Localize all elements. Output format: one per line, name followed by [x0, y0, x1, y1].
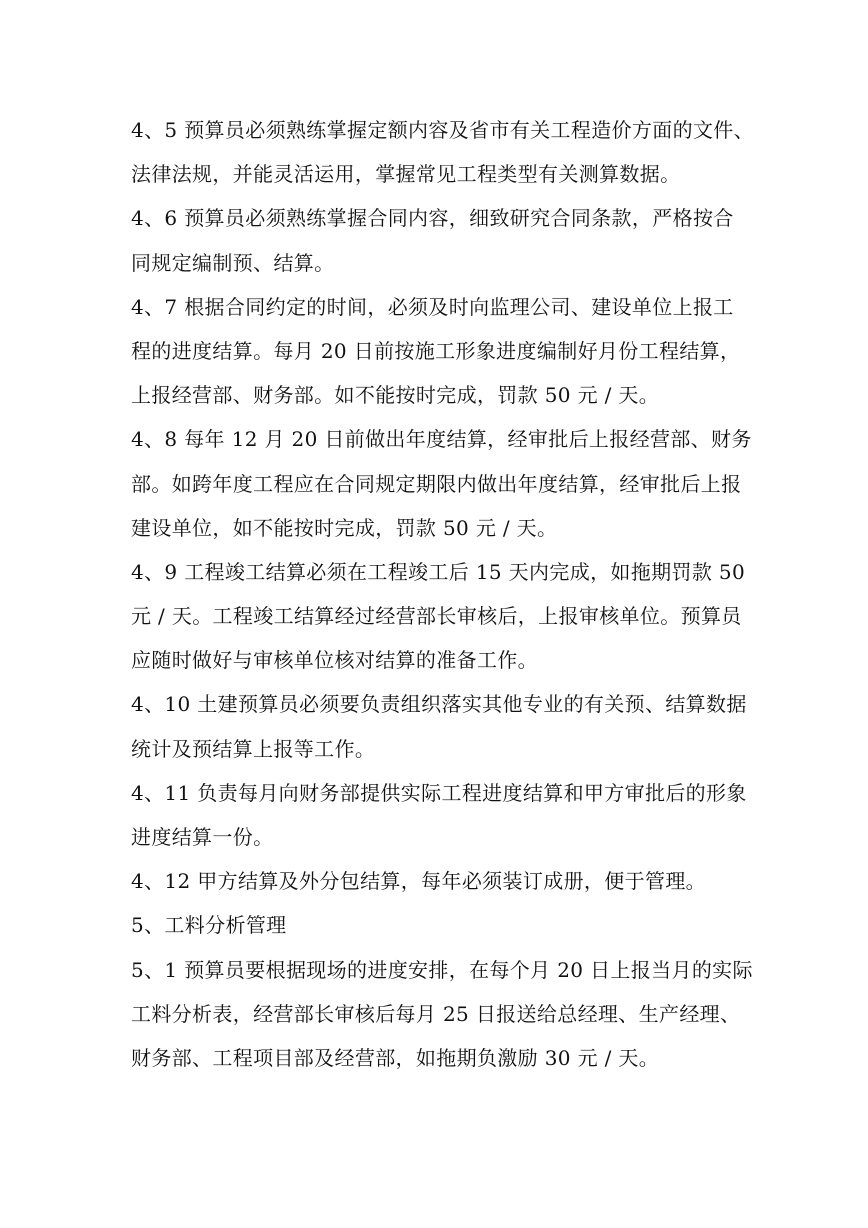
text-line: 应随时做好与审核单位核对结算的准备工作。 [131, 648, 538, 673]
text-line: 5、1 预算员要根据现场的进度安排，在每个月 20 日上报当月的实际 [131, 957, 753, 982]
text-line: 法律法规，并能灵活运用，掌握常见工程类型有关测算数据。 [131, 162, 681, 187]
text-line: 4、9 工程竣工结算必须在工程竣工后 15 天内完成，如拖期罚款 50 [131, 559, 746, 584]
text-line: 4、11 负责每月向财务部提供实际工程进度结算和甲方审批后的形象 [131, 780, 747, 805]
text-line: 财务部、工程项目部及经营部，如拖期负激励 30 元 / 天。 [131, 1045, 660, 1070]
text-line: 4、8 每年 12 月 20 日前做出年度结算，经审批后上报经营部、财务 [131, 427, 752, 452]
text-line: 部。如跨年度工程应在合同规定期限内做出年度结算，经审批后上报 [131, 471, 742, 496]
text-line: 4、7 根据合同约定的时间，必须及时向监理公司、建设单位上报工 [131, 294, 734, 319]
text-line: 元 / 天。工程竣工结算经过经营部长审核后，上报审核单位。预算员 [131, 604, 742, 629]
text-line: 统计及预结算上报等工作。 [131, 736, 376, 761]
text-line: 同规定编制预、结算。 [131, 250, 335, 275]
text-line: 进度结算一份。 [131, 825, 274, 849]
text-line: 4、12 甲方结算及外分包结算，每年必须装订成册，便于管理。 [131, 869, 707, 894]
text-line: 建设单位，如不能按时完成，罚款 50 元 / 天。 [131, 515, 558, 540]
document-body [131, 108, 755, 1080]
text-line: 4、5 预算员必须熟练掌握定额内容及省市有关工程造价方面的文件、 [131, 118, 755, 142]
text-line: 4、10 土建预算员必须要负责组织落实其他专业的有关预、结算数据 [131, 692, 747, 717]
text-line: 工料分析表，经营部长审核后每月 25 日报送给总经理、生产经理、 [131, 1001, 741, 1026]
text-line: 程的进度结算。每月 20 日前按施工形象进度编制好月份工程结算， [131, 338, 741, 363]
text-line: 上报经营部、财务部。如不能按时完成，罚款 50 元 / 天。 [131, 383, 660, 408]
text-line: 4、6 预算员必须熟练掌握合同内容，细致研究合同条款，严格按合 [131, 206, 734, 231]
section-heading: 5、工料分析管理 [131, 913, 287, 938]
